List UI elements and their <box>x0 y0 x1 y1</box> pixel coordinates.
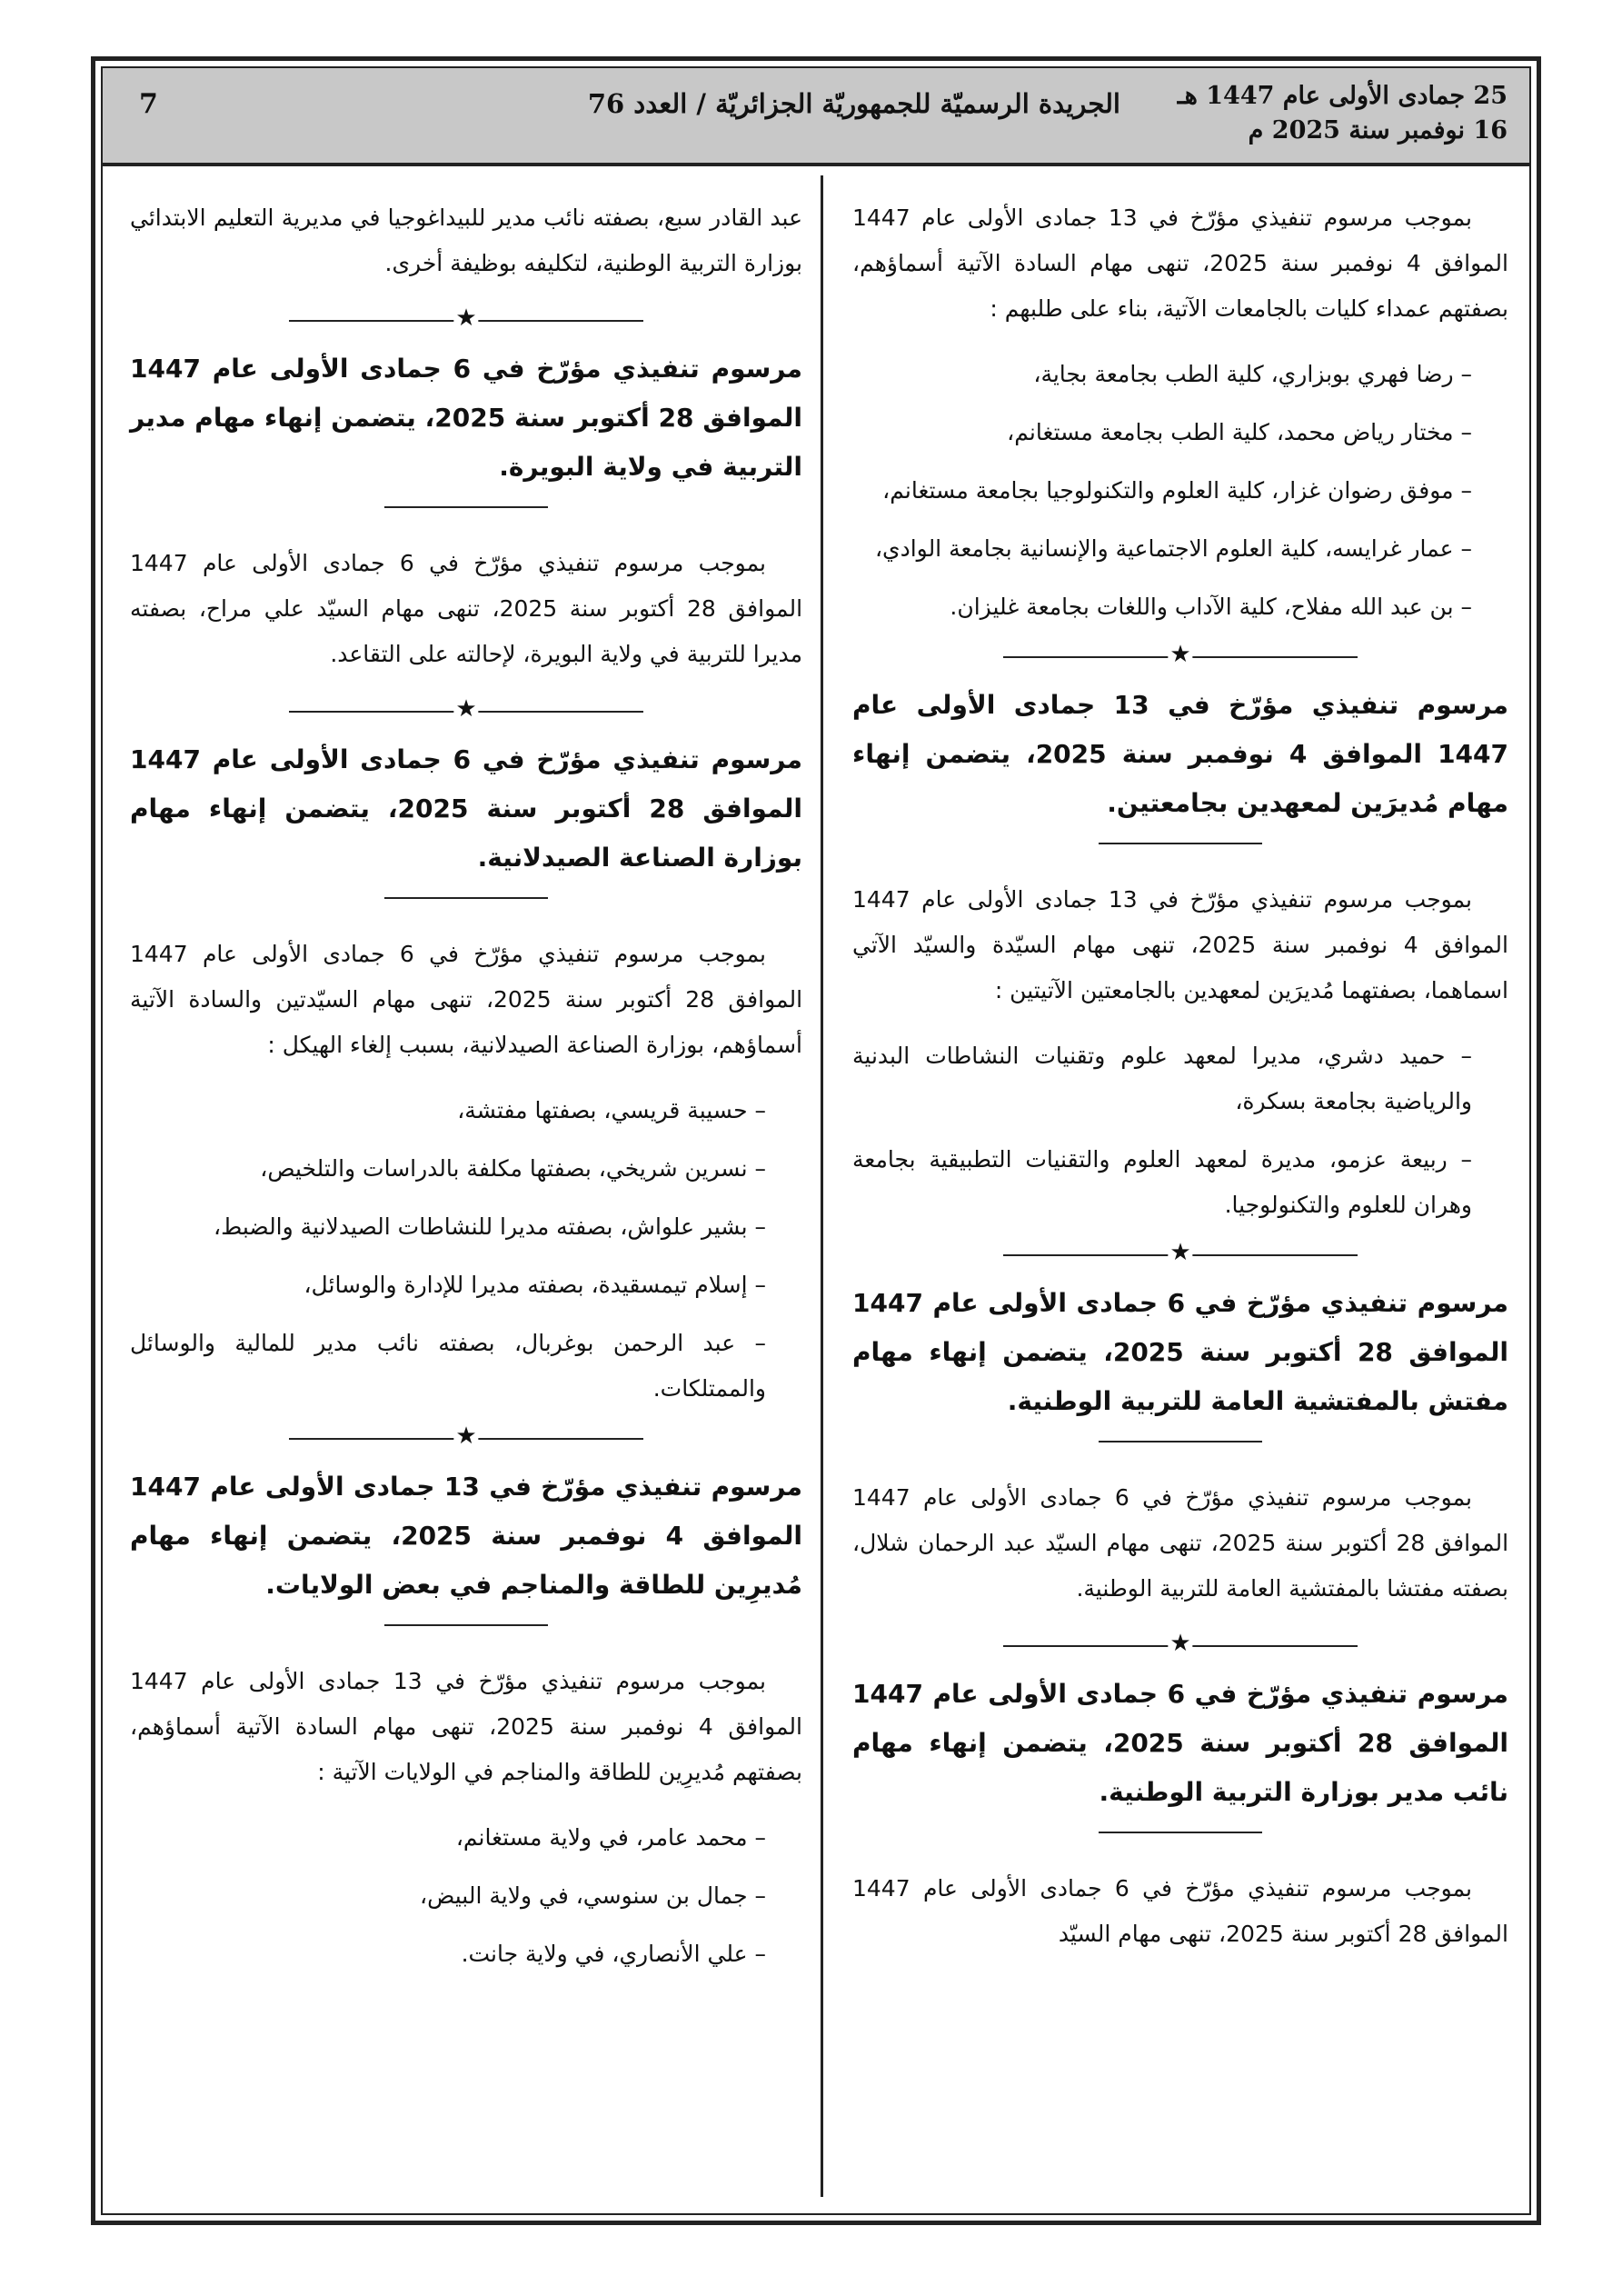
list-item: – رضا فهري بوبزاري، كلية الطب بجامعة بجاية، <box>1033 361 1472 387</box>
star-icon: ★ <box>455 695 477 723</box>
right-column <box>852 195 1508 1977</box>
short-rule <box>384 1624 548 1626</box>
decree-heading: مرسوم تنفيذي مؤرّخ في 6 جمادى الأولى عام 1447 الموافق 28 أكتوبر سنة 2025، يتضمن إنهاء مهام بوزارة الصناعة الصيدلانية. <box>130 744 802 873</box>
gazette-header <box>103 68 1529 166</box>
star-icon: ★ <box>1169 641 1191 668</box>
list-item: – حميد دشري، مديرا لمعهد علوم وتقنيات النشاطات البدنية والرياضية بجامعة بسكرة، <box>852 1043 1472 1114</box>
star-separator <box>289 306 643 334</box>
list-item: – ربيعة عزمو، مديرة لمعهد العلوم والتقنيات التطبيقية بجامعة وهران للعلوم والتكنولوجيا. <box>852 1146 1472 1218</box>
star-separator <box>1003 643 1358 670</box>
list-item: – حسيبة قريسي، بصفتها مفتشة، <box>457 1097 766 1123</box>
list-item: – علي الأنصاري، في ولاية جانت. <box>461 1941 766 1967</box>
short-rule <box>384 506 548 508</box>
star-icon: ★ <box>455 1423 477 1450</box>
list-item: – نسرين شريخي، بصفتها مكلفة بالدراسات والتلخيص، <box>260 1155 766 1182</box>
list-item: – مختار رياض محمد، كلية الطب بجامعة مستغانم، <box>1007 419 1472 445</box>
star-separator <box>1003 1632 1358 1659</box>
list-item: – موفق رضوان غزار، كلية العلوم والتكنولوجيا بجامعة مستغانم، <box>882 477 1472 504</box>
decree-paragraph: بموجب مرسوم تنفيذي مؤرّخ في 6 جمادى الأولى عام 1447 الموافق 28 أكتوبر سنة 2025، تنهى مهام السيّد <box>852 1875 1508 1947</box>
star-separator <box>289 697 643 724</box>
star-separator <box>1003 1241 1358 1268</box>
decree-paragraph: بموجب مرسوم تنفيذي مؤرّخ في 13 جمادى الأولى عام 1447 الموافق 4 نوفمبر سنة 2025، تنهى مهام السيّدة والسيّد الآتي اسماهما، بصفتهما مُديرَين لمعهدين بالجامعتين الآتيتين : <box>852 886 1508 1003</box>
list-item: – جمال بن سنوسي، في ولاية البيض، <box>420 1882 766 1909</box>
decree-heading: مرسوم تنفيذي مؤرّخ في 6 جمادى الأولى عام 1447 الموافق 28 أكتوبر سنة 2025، يتضمن إنهاء مهام مفتش بالمفتشية العامة للتربية الوطنية. <box>852 1288 1508 1416</box>
decree-heading: مرسوم تنفيذي مؤرّخ في 6 جمادى الأولى عام 1447 الموافق 28 أكتوبر سنة 2025، يتضمن إنهاء مهام مدير التربية في ولاية البويرة. <box>130 354 802 482</box>
decree-heading: مرسوم تنفيذي مؤرّخ في 13 جمادى الأولى عام 1447 الموافق 4 نوفمبر سنة 2025، يتضمن إنهاء مهام مُديرَين لمعهدين بجامعتين. <box>852 690 1508 818</box>
column-divider <box>821 175 823 2197</box>
hijri-date: 25 جمادى الأولى عام 1447 هـ <box>1177 82 1508 110</box>
star-separator <box>289 1424 643 1452</box>
header-dates <box>1178 79 1508 148</box>
list-item: – بشير علواش، بصفته مديرا للنشاطات الصيدلانية والضبط، <box>214 1213 766 1240</box>
star-icon: ★ <box>1169 1239 1191 1266</box>
list-item: – عمار غرايسه، كلية العلوم الاجتماعية والإنسانية بجامعة الوادي، <box>874 535 1472 562</box>
short-rule <box>1099 843 1262 844</box>
decree-paragraph: بموجب مرسوم تنفيذي مؤرّخ في 13 جمادى الأولى عام 1447 الموافق 4 نوفمبر سنة 2025، تنهى مهام السادة الآتية أسماؤهم، بصفتهم عمداء كليات بالجامعات الآتية، بناء على طلبهم : <box>852 205 1508 322</box>
page-number: 7 <box>139 88 158 120</box>
gregorian-date: 16 نوفمبر سنة 2025 م <box>1248 116 1508 145</box>
star-icon: ★ <box>455 304 477 332</box>
decree-heading: مرسوم تنفيذي مؤرّخ في 6 جمادى الأولى عام 1447 الموافق 28 أكتوبر سنة 2025، يتضمن إنهاء مهام نائب مدير بوزارة التربية الوطنية. <box>852 1679 1508 1807</box>
decree-heading: مرسوم تنفيذي مؤرّخ في 13 جمادى الأولى عام 1447 الموافق 4 نوفمبر سنة 2025، يتضمن إنهاء مهام مُديرِين للطاقة والمناجم في بعض الولايات. <box>130 1472 802 1600</box>
list-item: – عبد الرحمن بوغربال، بصفته نائب مدير للمالية والوسائل والممتلكات. <box>130 1330 766 1402</box>
decree-paragraph: بموجب مرسوم تنفيذي مؤرّخ في 6 جمادى الأولى عام 1447 الموافق 28 أكتوبر سنة 2025، تنهى مهام السيّدتين والسادة الآتية أسماؤهم، بوزارة الصناعة الصيدلانية، بسبب إلغاء الهيكل : <box>130 941 803 1058</box>
list-item: – بن عبد الله مفلاح، كلية الآداب واللغات بجامعة غليزان. <box>950 594 1472 620</box>
decree-paragraph: بموجب مرسوم تنفيذي مؤرّخ في 13 جمادى الأولى عام 1447 الموافق 4 نوفمبر سنة 2025، تنهى مهام السادة الآتية أسماؤهم، بصفتهم مُديرِين للطاقة والمناجم في الولايات الآتية : <box>130 1668 802 1785</box>
list-item: – محمد عامر، في ولاية مستغانم، <box>455 1824 766 1851</box>
page-frame-inner <box>101 66 1531 2215</box>
short-rule <box>1099 1832 1262 1833</box>
list-item: – إسلام تيمسقيدة، بصفته مديرا للإدارة والوسائل، <box>304 1272 766 1298</box>
decree-paragraph: بموجب مرسوم تنفيذي مؤرّخ في 6 جمادى الأولى عام 1447 الموافق 28 أكتوبر سنة 2025، تنهى مهام السيّد علي مراح، بصفته مديرا للتربية في ولاية البويرة، لإحالته على التقاعد. <box>130 550 803 667</box>
star-icon: ★ <box>1169 1630 1191 1657</box>
decree-paragraph: بموجب مرسوم تنفيذي مؤرّخ في 6 جمادى الأولى عام 1447 الموافق 28 أكتوبر سنة 2025، تنهى مهام السيّد عبد الرحمان شلال، بصفته مفتشا بالمفتشية العامة للتربية الوطنية. <box>852 1484 1509 1602</box>
gazette-title: الجريدة الرسميّة للجمهوريّة الجزائريّة / العدد 76 <box>587 88 1120 119</box>
short-rule <box>1099 1441 1262 1442</box>
page-frame <box>91 56 1541 2225</box>
decree-paragraph: عبد القادر سبع، بصفته نائب مدير للبيداغوجيا في مديرية التعليم الابتدائي بوزارة التربية الوطنية، لتكليفه بوظيفة أخرى. <box>130 205 802 276</box>
left-column <box>130 195 802 1990</box>
short-rule <box>384 897 548 899</box>
